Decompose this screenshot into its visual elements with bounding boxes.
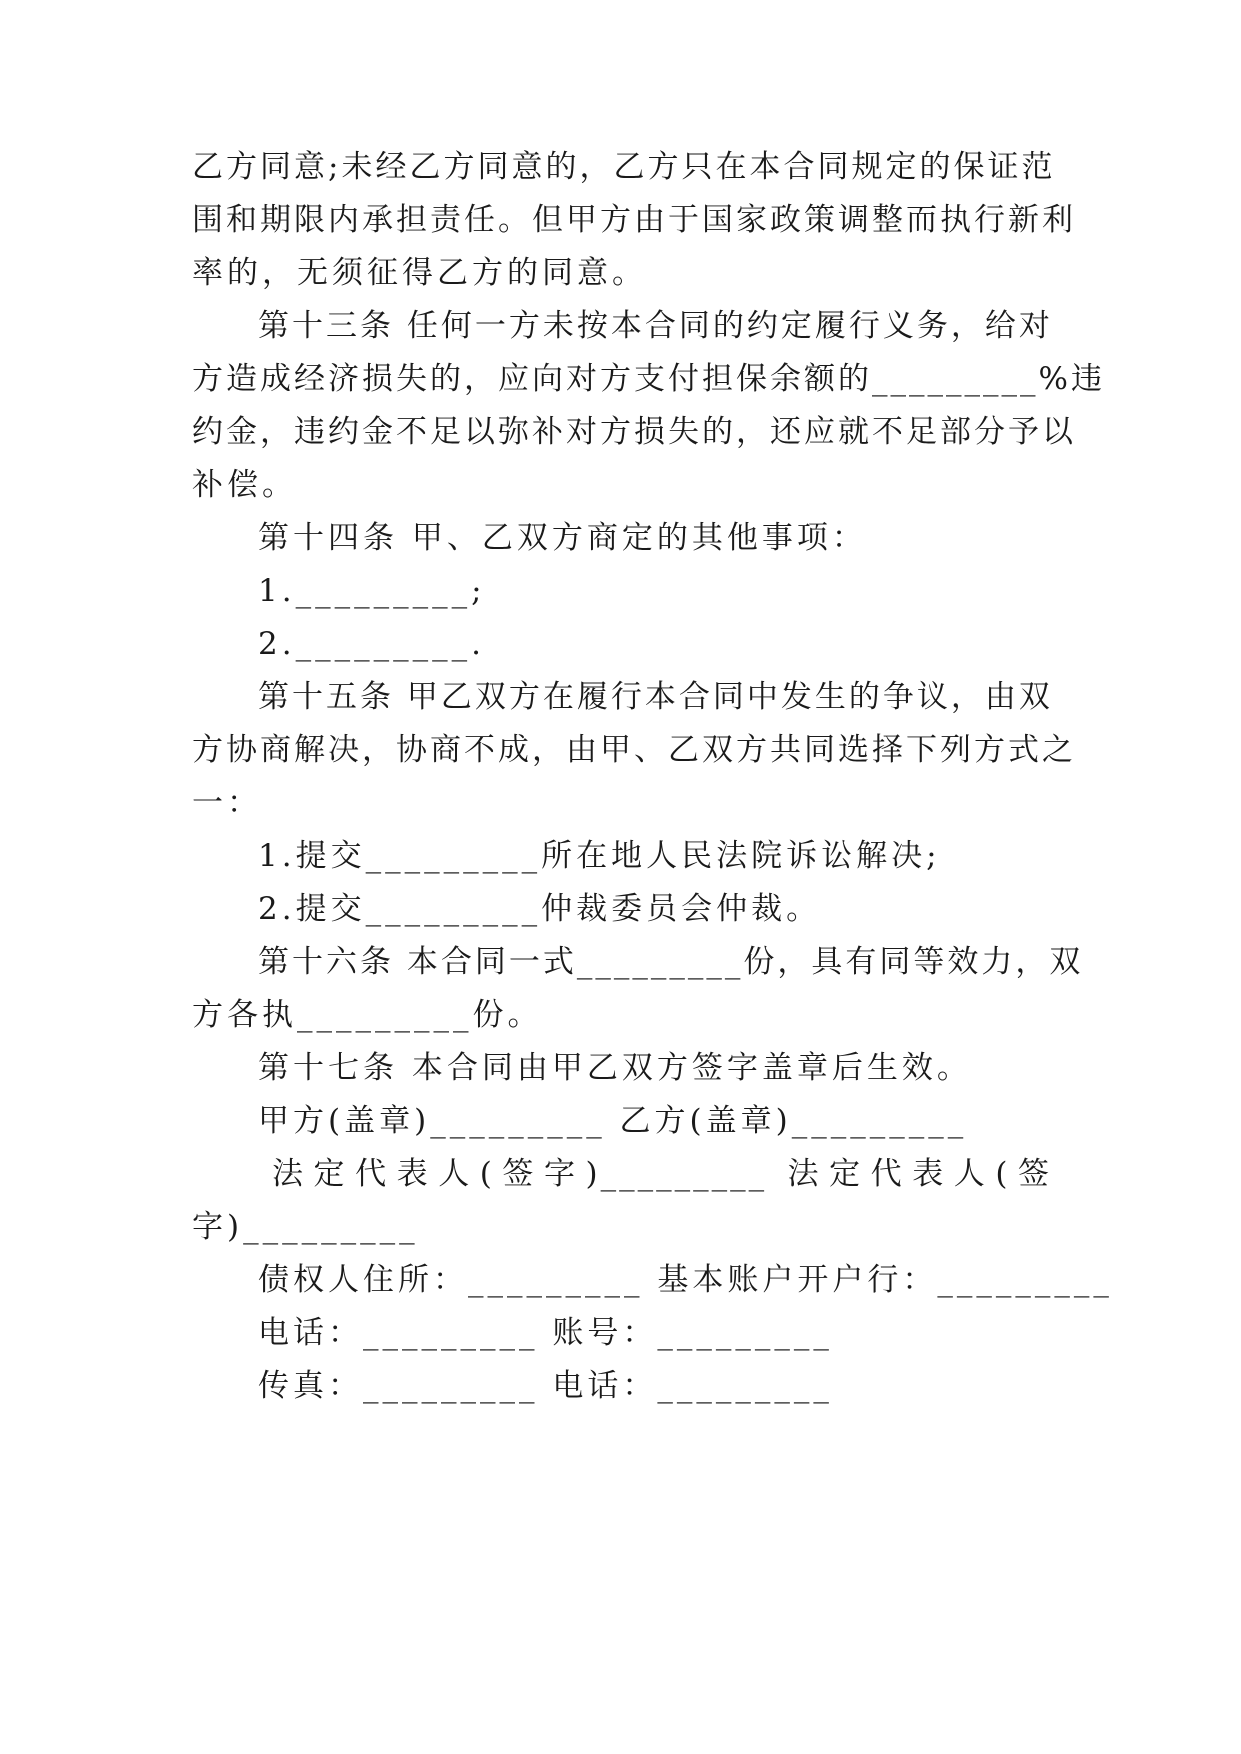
party-seal-line: 甲方(盖章)_________ 乙方(盖章)_________ bbox=[258, 1103, 968, 1139]
article-17-heading: 第十七条 本合同由甲乙双方签字盖章后生效。 bbox=[258, 1050, 972, 1086]
text-line: 约金，违约金不足以弥补对方损失的，还应就不足部分予以 bbox=[192, 414, 1076, 450]
text-line: 补偿。 bbox=[192, 467, 297, 503]
article-13-heading: 第十三条 任何一方未按本合同的约定履行义务，给对 bbox=[258, 308, 1053, 344]
list-item: 1.提交_________所在地人民法院诉讼解决; bbox=[258, 838, 941, 874]
text-line: 字)_________ bbox=[192, 1209, 419, 1245]
text-line: 率的，无须征得乙方的同意。 bbox=[192, 255, 647, 291]
legal-representative-line: 法定代表人(签字)_________ 法定代表人(签 bbox=[272, 1156, 1052, 1192]
fax-phone-line: 传真：_________ 电话：_________ bbox=[258, 1368, 833, 1404]
list-item: 2.提交_________仲裁委员会仲裁。 bbox=[258, 891, 822, 927]
creditor-address-line: 债权人住所：_________ 基本账户开户行：_________ bbox=[258, 1262, 1113, 1298]
text-line: 方造成经济损失的，应向对方支付担保余额的_________%违 bbox=[192, 361, 1105, 397]
list-item: 1._________; bbox=[258, 573, 486, 609]
article-15-heading: 第十五条 甲乙双方在履行本合同中发生的争议，由双 bbox=[258, 679, 1053, 715]
text-line: 乙方同意;未经乙方同意的，乙方只在本合同规定的保证范 bbox=[192, 149, 1056, 185]
text-line: 一： bbox=[192, 785, 262, 821]
text-line: 方协商解决，协商不成，由甲、乙双方共同选择下列方式之 bbox=[192, 732, 1076, 768]
article-14-heading: 第十四条 甲、乙双方商定的其他事项： bbox=[258, 520, 867, 556]
text-line: 方各执_________份。 bbox=[192, 997, 543, 1033]
article-16-heading: 第十六条 本合同一式_________份，具有同等效力，双 bbox=[258, 944, 1084, 980]
text-line: 围和期限内承担责任。但甲方由于国家政策调整而执行新利 bbox=[192, 202, 1076, 238]
phone-account-line: 电话：_________ 账号：_________ bbox=[258, 1315, 833, 1351]
list-item: 2._________. bbox=[258, 626, 485, 662]
